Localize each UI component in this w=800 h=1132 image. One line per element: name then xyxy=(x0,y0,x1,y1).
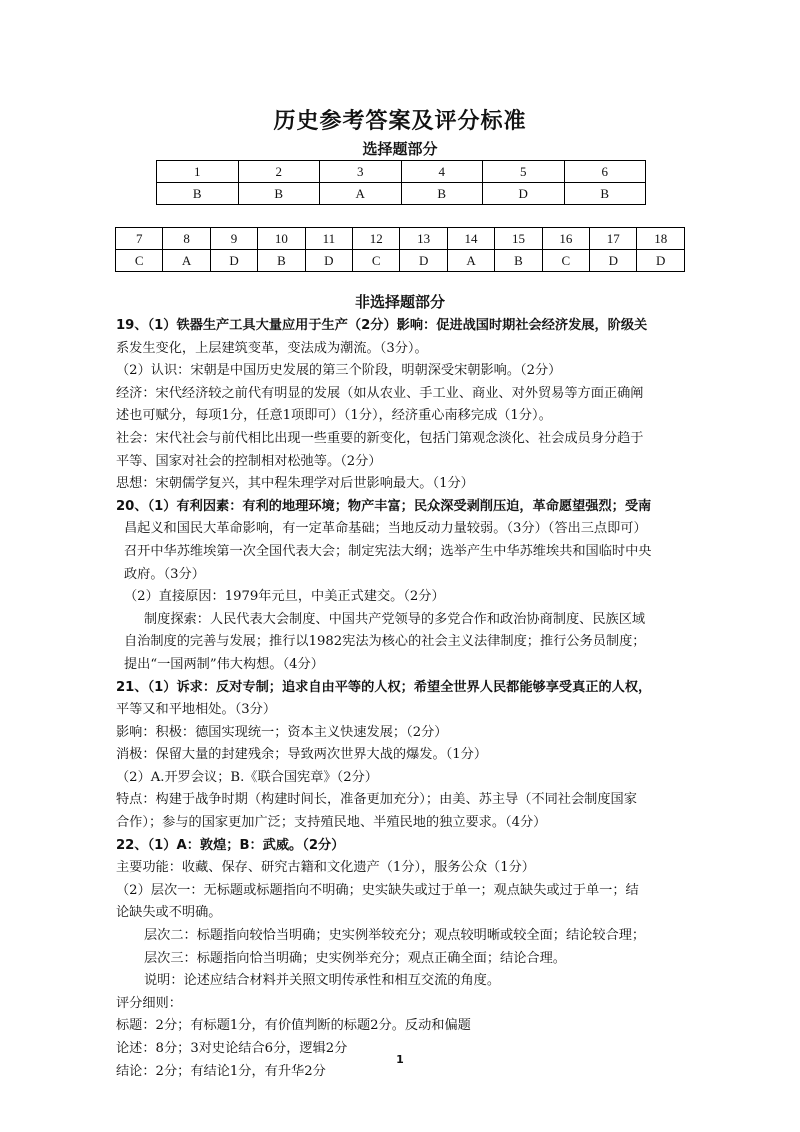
answer-line: 社会：宋代社会与前代相比出现一些重要的新变化，包括门第观念淡化、社会成员身分趋于 xyxy=(116,430,644,446)
answer-line: 制度探索：人民代表大会制度、中国共产党领导的多党合作和政治协商制度、民族区域 xyxy=(144,611,646,627)
answer-line: 主要功能：收藏、保存、研究古籍和文化遗产（1分），服务公众（1分） xyxy=(116,860,535,876)
table-cell-answer: D xyxy=(483,183,565,205)
table-cell-number: 12 xyxy=(353,228,400,250)
answer-line: 21、（1）诉求：反对专制；追求自由平等的人权；希望全世界人民都能够享受真正的人权， xyxy=(116,679,652,695)
answer-line: 召开中华苏维埃第一次全国代表大会；制定宪法大纲；选举产生中华苏维埃共和国临时中央 xyxy=(124,543,652,559)
answer-line: 消极：保留大量的封建残余；导致两次世界大战的爆发。（1分） xyxy=(116,747,488,763)
answer-body xyxy=(116,315,688,1083)
answer-line: 20、（1）有利因素：有利的地理环境；物产丰富；民众深受剥削压迫，革命愿望强烈；受南 xyxy=(116,498,652,514)
choice-section-heading: 选择题部分 xyxy=(362,140,438,158)
table-cell-answer: B xyxy=(258,250,305,272)
answer-line: （2）认识：宋朝是中国历史发展的第三个阶段，明朝深受宋朝影响。（2分） xyxy=(116,363,562,379)
page-number: 1 xyxy=(396,1053,404,1066)
answer-line: 说明：论述应结合材料并关照文明传承性和相互交流的角度。 xyxy=(144,973,501,989)
table-cell-answer: C xyxy=(116,250,163,272)
answer-line: （2）A.开罗会议；B.《联合国宪章》（2分） xyxy=(116,769,378,785)
table-cell-answer: C xyxy=(542,250,589,272)
table-cell-number: 3 xyxy=(320,161,402,183)
answer-line: 自治制度的完善与发展；推行以1982宪法为核心的社会主义法律制度；推行公务员制度； xyxy=(124,634,646,650)
table-cell-answer: B xyxy=(157,183,239,205)
table-cell-number: 7 xyxy=(116,228,163,250)
table-cell-answer: A xyxy=(163,250,210,272)
table-cell-answer: B xyxy=(238,183,320,205)
answer-line: （2）直接原因：1979年元旦，中美正式建交。（2分） xyxy=(124,589,445,605)
answer-line: 特点：构建于战争时期（构建时间长，准备更加充分）；由美、苏主导（不同社会制度国家 xyxy=(116,792,637,808)
table-cell-number: 13 xyxy=(400,228,447,250)
table-cell-number: 9 xyxy=(210,228,257,250)
answer-line: 系发生变化，上层建筑变革，变法成为潮流。（3分）。 xyxy=(116,340,428,356)
page-title: 历史参考答案及评分标准 xyxy=(273,109,527,134)
table-cell-answer: C xyxy=(353,250,400,272)
answer-line: 合作）；参与的国家更加广泛；支持殖民地、半殖民地的独立要求。（4分） xyxy=(116,815,547,831)
table-row-answers xyxy=(157,183,646,205)
answer-line: 平等、国家对社会的控制相对松弛等。（2分） xyxy=(116,453,382,469)
table-cell-answer: D xyxy=(637,250,685,272)
table-cell-answer: B xyxy=(401,183,483,205)
table-cell-number: 6 xyxy=(564,161,646,183)
answer-line: 层次三：标题指向恰当明确；史实例举充分；观点正确全面；结论合理。 xyxy=(144,950,566,966)
answer-line: 经济：宋代经济较之前代有明显的发展（如从农业、手工业、商业、对外贸易等方面正确阐 xyxy=(116,385,644,401)
answer-line: 19、（1）铁器生产工具大量应用于生产（2分）影响：促进战国时期社会经济发展，阶级关 xyxy=(116,318,648,333)
table-cell-answer: D xyxy=(590,250,637,272)
answer-line: 提出“一国两制”伟大构想。（4分） xyxy=(124,656,324,672)
table-cell-number: 17 xyxy=(590,228,637,250)
answer-table-2 xyxy=(115,227,685,272)
table-cell-number: 10 xyxy=(258,228,305,250)
table-cell-number: 5 xyxy=(483,161,565,183)
table-cell-number: 4 xyxy=(401,161,483,183)
answer-line: 结论：2分；有结论1分，有升华2分 xyxy=(116,1063,326,1079)
table-cell-answer: A xyxy=(320,183,402,205)
answer-line: 昌起义和国民大革命影响，有一定革命基础；当地反动力量较弱。（3分）（答出三点即可） xyxy=(124,521,647,537)
answer-line: 标题：2分；有标题1分，有价值判断的标题2分。反动和偏题 xyxy=(116,1018,471,1034)
table-cell-answer: D xyxy=(400,250,447,272)
table-row-numbers xyxy=(157,161,646,183)
answer-line: 层次二：标题指向较恰当明确；史实例举较充分；观点较明晰或较全面；结论较合理； xyxy=(144,928,646,944)
answer-line: （2）层次一：无标题或标题指向不明确；史实缺失或过于单一；观点缺失或过于单一；结 xyxy=(116,882,639,898)
nonchoice-section-heading: 非选择题部分 xyxy=(354,293,445,311)
answer-table-1 xyxy=(156,160,646,205)
table-cell-number: 1 xyxy=(157,161,239,183)
answer-line: 22、（1）A：敦煌；B：武威。（2分） xyxy=(116,837,345,853)
answer-line: 影响：积极：德国实现统一；资本主义快速发展；（2分） xyxy=(116,724,448,740)
table-row-answers xyxy=(116,250,685,272)
answer-line: 述也可赋分，每项1分，任意1项即可）（1分），经济重心南移完成（1分）。 xyxy=(116,408,552,424)
table-cell-answer: B xyxy=(495,250,542,272)
table-cell-number: 18 xyxy=(637,228,685,250)
table-cell-answer: A xyxy=(447,250,494,272)
answer-line: 政府。（3分） xyxy=(124,566,205,582)
answer-line: 评分细则： xyxy=(116,995,182,1011)
table-cell-number: 11 xyxy=(305,228,352,250)
answer-line: 思想：宋朝儒学复兴，其中程朱理学对后世影响最大。（1分） xyxy=(116,476,474,492)
table-cell-number: 14 xyxy=(447,228,494,250)
table-cell-number: 15 xyxy=(495,228,542,250)
table-cell-number: 2 xyxy=(238,161,320,183)
answer-line: 论缺失或不明确。 xyxy=(116,905,222,921)
answer-line: 平等又和平地相处。（3分） xyxy=(116,702,277,718)
table-cell-answer: D xyxy=(210,250,257,272)
table-cell-answer: D xyxy=(305,250,352,272)
table-cell-answer: B xyxy=(564,183,646,205)
table-cell-number: 16 xyxy=(542,228,589,250)
table-cell-number: 8 xyxy=(163,228,210,250)
answer-line: 论述：8分；3对史论结合6分，逻辑2分 xyxy=(116,1041,348,1056)
table-row-numbers xyxy=(116,228,685,250)
